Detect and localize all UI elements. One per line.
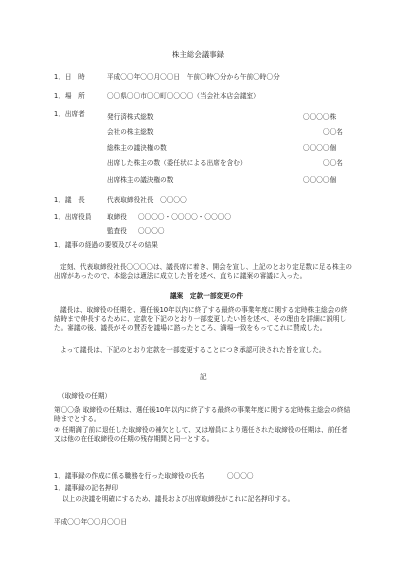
opening-paragraph: 定刻、代表取締役社長〇〇〇〇は、議長席に着き、開会を宣し、上記のとおり定足数に足る株主の出席があったので、本総会は適法に成立した旨を述べ、直ちに議案の審議に入った。 bbox=[54, 263, 353, 280]
place-value: 〇〇県〇〇市〇〇町〇〇〇〇（当会社本店会議室） bbox=[107, 92, 260, 100]
signature-text: 以上の決議を明確にするため、議長および出席取締役がこれに記名押印する。 bbox=[62, 495, 295, 503]
attendee-row-label: 会社の株主総数 bbox=[107, 128, 154, 136]
document-date: 平成〇〇年〇〇月〇〇日 bbox=[54, 518, 128, 526]
amendment-article-2: ② 任期満了前に退任した取締役の補欠として、又は増員により選任された取締役の任期は、前任者又は他の在任取締役の任期の残存期間と同一とする。 bbox=[54, 426, 348, 443]
attendee-row-value: 〇〇名 bbox=[323, 128, 343, 136]
attendee-row-value: 〇〇〇〇個 bbox=[303, 176, 337, 184]
signature-label: 1．議事録の記名押印 bbox=[54, 484, 119, 492]
chair-label: 1．議 長 bbox=[54, 196, 85, 204]
amendment-heading: （取締役の任期） bbox=[58, 392, 112, 400]
amendment-article-1: 第〇〇条 取締役の任期は、選任後10年以内に終了する最終の事業年度に関する定時株主総会の終結時までとする。 bbox=[54, 406, 351, 423]
place-label: 1．場 所 bbox=[54, 92, 85, 100]
attendee-row-value: 〇〇〇〇個 bbox=[303, 144, 337, 152]
attendee-row-label: 総株主の議決権の数 bbox=[107, 144, 167, 152]
attendees-label: 1．出席者 bbox=[54, 110, 85, 118]
date-label: 1．日 時 bbox=[54, 73, 85, 81]
preparer-label: 1．議事録の作成に係る職務を行った取締役の氏名 bbox=[54, 472, 205, 480]
officers-auditor: 〇〇〇〇 bbox=[138, 227, 165, 235]
officers-auditor-title: 監査役 bbox=[107, 227, 127, 235]
attendee-row-value: 〇〇名 bbox=[323, 159, 343, 167]
attendee-row-label: 出席株主の議決権の数 bbox=[107, 176, 174, 184]
preparer-name: 〇〇〇〇 bbox=[227, 472, 254, 480]
agenda-paragraph: 議長は、取締役の任期を、選任後10年以内に終了する最終の事業年度に関する定時株主総会の終結時まで伸長するために、定款を下記のとおり一部変更したい旨を述べ、その理由を詳細に説明した。審議の後、議長がその賛否を議場に諮ったところ、満場一致をもってこれに賛成した。 bbox=[54, 306, 348, 332]
proceedings-label: 1．議事の経過の要領及びその結果 bbox=[54, 241, 158, 249]
officers-directors-title: 取締役 bbox=[107, 213, 127, 221]
date-value: 平成〇〇年〇〇月〇〇日 午前〇時〇分から午前〇時〇分 bbox=[107, 73, 280, 81]
agenda-heading: 議案 定款一部変更の件 bbox=[170, 292, 244, 300]
resolution-paragraph: よって議長は、下記のとおり定款を一部変更することにつき承認可決された旨を宣した。 bbox=[60, 346, 326, 354]
attendee-row-label: 発行済株式総数 bbox=[107, 113, 154, 121]
officers-directors: 〇〇〇〇・〇〇〇〇・〇〇〇〇 bbox=[138, 213, 232, 221]
chair-value: 代表取締役社長 〇〇〇〇 bbox=[107, 196, 187, 204]
attendee-row-label: 出席した株主の数（委任状による出席を含む） bbox=[107, 159, 247, 167]
document-title: 株主総会議事録 bbox=[172, 50, 225, 59]
officers-label: 1．出席役員 bbox=[54, 213, 92, 221]
ki-marker: 記 bbox=[200, 373, 207, 381]
attendee-row-value: 〇〇〇〇株 bbox=[303, 113, 337, 121]
